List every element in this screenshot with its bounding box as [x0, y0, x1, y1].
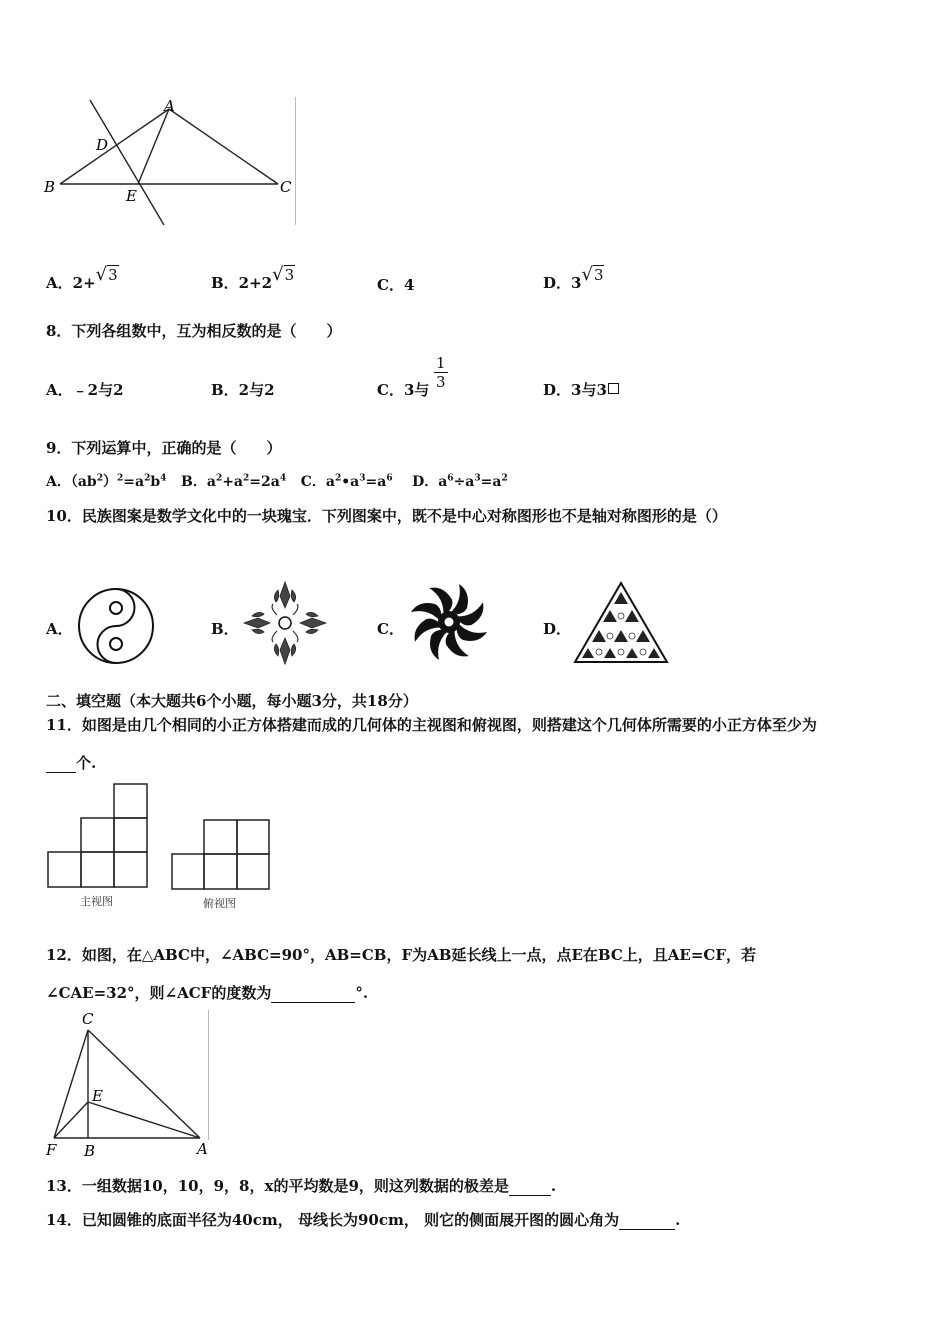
- front-view-caption: 主视图: [80, 895, 113, 908]
- q9-option-d[interactable]: D．$a^6\div a^3=a^2$: [412, 473, 508, 490]
- q13-stem: 13．一组数据10，10，9，8，x的平均数是9，则这列数据的极差是 .: [46, 1177, 557, 1195]
- q9-stem: 9．下列运算中，正确的是（ ）: [46, 439, 282, 457]
- q11-answer-blank[interactable]: [46, 754, 76, 773]
- top-view-caption: 俯视图: [203, 897, 236, 910]
- pinwheel-flower-pattern-icon[interactable]: [403, 576, 495, 668]
- q14-stem: 14．已知圆锥的底面半径为40cm， 母线长为90cm， 则它的侧面展开图的圆心角为 .: [46, 1211, 681, 1229]
- q8-fraction-one-third: $\frac{1}{3}$: [436, 354, 446, 391]
- cross-flower-pattern-icon[interactable]: [240, 578, 330, 668]
- yin-yang-pattern-icon[interactable]: [76, 586, 156, 666]
- label-C: C: [280, 178, 292, 196]
- triangle-figure-q12: [40, 1008, 212, 1160]
- q14-answer-blank[interactable]: [619, 1211, 675, 1230]
- q7-option-b[interactable]: B．2+2√3: [211, 264, 295, 292]
- q11-stem: 11．如图是由几个相同的小正方体搭建而成的几何体的主视图和俯视图，则搭建这个几何体所需要的小正方体至少为: [46, 716, 817, 734]
- q9-option-b[interactable]: B．$a^2+a^2=2a^4$: [181, 473, 287, 490]
- q8-option-b[interactable]: B．2与2: [211, 381, 275, 399]
- label-A: A: [197, 1140, 208, 1158]
- q11-answer-line: 个.: [46, 752, 96, 773]
- sierpinski-triangle-pattern-icon[interactable]: [572, 580, 670, 666]
- triangle-figure-q7: [40, 95, 300, 230]
- label-D: D: [96, 136, 109, 154]
- q7-option-c[interactable]: C．4: [377, 276, 415, 294]
- label-F: F: [46, 1141, 57, 1159]
- q10-option-b[interactable]: B．: [211, 620, 239, 638]
- label-E: E: [126, 187, 137, 205]
- q8-option-c[interactable]: C．3与: [377, 381, 430, 399]
- front-view-figure: [46, 782, 156, 892]
- q9-option-c[interactable]: C．$a^2•a^3=a^6$: [300, 473, 393, 490]
- q12-stem-line1: 12．如图，在△ABC中，∠ABC=90°，AB=CB，F为AB延长线上一点，点E在BC上，且AE=CF，若: [46, 946, 757, 964]
- q10-option-a[interactable]: A．: [46, 620, 73, 638]
- label-A: A: [164, 97, 175, 115]
- label-B: B: [44, 178, 56, 196]
- q10-option-c[interactable]: C．: [377, 620, 404, 638]
- q13-answer-blank[interactable]: [509, 1177, 551, 1196]
- q7-option-a[interactable]: A．2+√3: [46, 264, 118, 292]
- q10-stem: 10．民族图案是数学文化中的一块瑰宝．下列图案中，既不是中心对称图形也不是轴对称图形的是（）: [46, 507, 727, 525]
- label-C: C: [82, 1010, 94, 1028]
- q7-option-d[interactable]: D．3√3: [543, 264, 604, 292]
- q8-option-a[interactable]: A．﹣2与2: [46, 381, 124, 399]
- q12-stem-line2: ∠CAE=32°，则∠ACF的度数为 °.: [46, 984, 369, 1002]
- q8-option-d[interactable]: D．3与3: [543, 379, 619, 400]
- section-heading: 二、填空题（本大题共6个小题，每小题3分，共18分）: [46, 692, 418, 710]
- label-B: B: [84, 1142, 96, 1160]
- q9-options: [46, 471, 508, 491]
- q9-option-a[interactable]: A．$(ab^2)^2=a^2b^4$: [46, 473, 167, 490]
- q12-answer-blank[interactable]: [271, 984, 355, 1003]
- top-view-figure: [170, 818, 272, 894]
- small-box-icon: [608, 383, 619, 394]
- q10-option-d[interactable]: D．: [543, 620, 572, 638]
- q8-stem: 8．下列各组数中，互为相反数的是（ ）: [46, 322, 342, 340]
- label-E: E: [92, 1087, 103, 1105]
